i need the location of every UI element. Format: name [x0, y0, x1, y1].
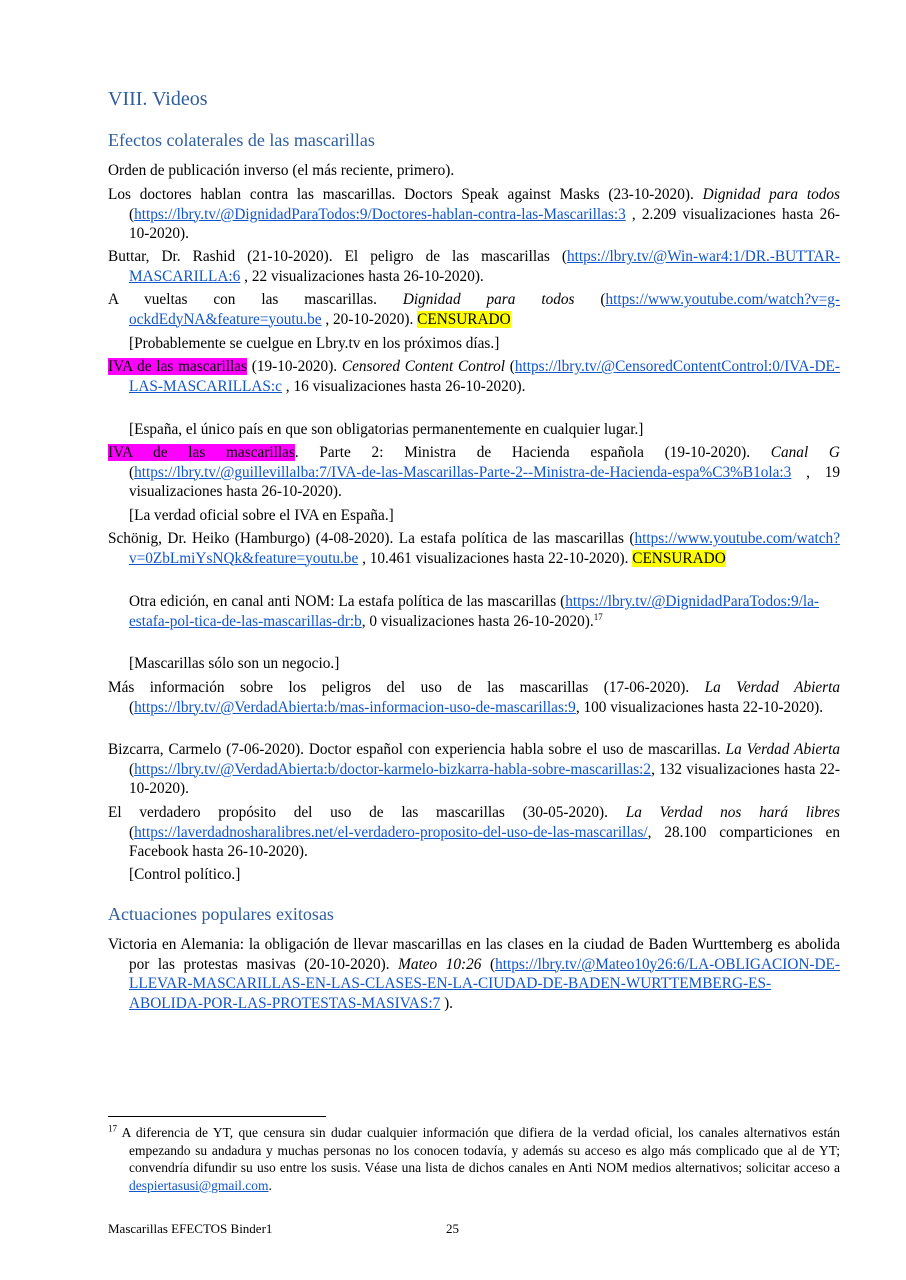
- video-entry: Bizcarra, Carmelo (7-06-2020). Doctor español con experiencia habla sobre el uso de mascarillas. La Verdad Abierta (https://lbry.tv/@VerdadAbierta:b/doctor-karmelo-bizkarra-habla-sobre-mascarillas:2, 132 visualizaciones hasta 22-10-2020).: [108, 741, 840, 798]
- entry-note: [Control político.]: [129, 866, 241, 883]
- entry-note: [Mascarillas sólo son un negocio.]: [129, 655, 340, 672]
- email-link[interactable]: despiertasusi@gmail.com: [129, 1177, 269, 1193]
- video-entry: Victoria en Alemania: la obligación de llevar mascarillas en las clases en la ciudad de Baden Wurttemberg es abolida por las protestas masivas (20-10-2020). Mateo 10:26 (https://lbry.tv/@Mateo10y26:6/LA-OBLIGACION-DE-LLEVAR-MASCARILLAS-EN-LAS-CLASES-EN-LA-CIUDAD-DE-BADEN-WURTTEMBERG-ES-ABOLIDA-POR-LAS-PROTESTAS-MASIVAS:7 ).: [108, 936, 840, 1012]
- video-link[interactable]: https://lbry.tv/@Win-war4:1/DR.-BUTTAR-MASCARILLA:6: [129, 248, 840, 285]
- highlighted-title: IVA de las mascarillas: [108, 444, 295, 461]
- intro-text: Orden de publicación inverso (el más reciente, primero).: [108, 162, 455, 179]
- video-link[interactable]: https://laverdadnosharalibres.net/el-verdadero-proposito-del-uso-de-las-mascarillas/: [134, 823, 648, 841]
- video-link[interactable]: https://lbry.tv/@DignidadParaTodos:9/Doctores-hablan-contra-las-Mascarillas:3: [134, 205, 626, 223]
- footnote: $^{17}$ A diferencia de YT, que censura sin dudar cualquier información que difiera de la verdad oficial, los canales alternativos están empezando su andadura y muchas personas no los conocen todavía, y además su acceso es algo más complicado que al de YT; convendría difundir su uso entre los susis. Véase una lista de dichos canales en Anti NOM medios alternativos; solicitar acceso a despiertasusi@gmail.com.: [108, 1123, 840, 1193]
- source-name: La Verdad Abierta: [704, 679, 840, 696]
- subsection-title-2: Actuaciones populares exitosas: [108, 904, 334, 924]
- source-name: Canal G: [770, 444, 840, 461]
- source-name: Mateo 10:26: [398, 955, 482, 973]
- video-entry: Más información sobre los peligros del uso de las mascarillas (17-06-2020). La Verdad Abierta (https://lbry.tv/@VerdadAbierta:b/mas-informacion-uso-de-mascarillas:9, 100 visualizaciones hasta 22-10-2020).: [108, 679, 840, 716]
- source-name: Dignidad para todos: [402, 291, 575, 308]
- video-entry: Los doctores hablan contra las mascarillas. Doctors Speak against Masks (23-10-2020). Dignidad para todos (https://lbry.tv/@DignidadParaTodos:9/Doctores-hablan-contra-las-Mascarillas:3 , 2.209 visualizaciones hasta 26-10-2020).: [108, 186, 840, 243]
- section-title: VIII. Videos: [108, 88, 208, 110]
- footnote-ref[interactable]: 17: [593, 611, 603, 622]
- censored-badge: CENSURADO: [632, 549, 726, 567]
- highlighted-title: IVA de las mascarillas: [108, 358, 247, 375]
- entry-note: [La verdad oficial sobre el IVA en España.]: [129, 507, 394, 524]
- footnote-number: 17: [108, 1123, 117, 1134]
- video-entry: IVA de las mascarillas (19-10-2020). Censored Content Control (https://lbry.tv/@CensoredContentControl:0/IVA-DE-LAS-MASCARILLAS:c , 16 visualizaciones hasta 26-10-2020).: [108, 358, 840, 395]
- video-entry: Schönig, Dr. Heiko (Hamburgo) (4-08-2020). La estafa política de las mascarillas (https://www.youtube.com/watch?v=0ZbLmiYsNQk&feature=youtu.be , 10.461 visualizaciones hasta 22-10-2020). CENSURADO: [108, 530, 840, 567]
- video-link[interactable]: https://lbry.tv/@Mateo10y26:6/LA-OBLIGACION-DE-LLEVAR-MASCARILLAS-EN-LAS-CLASES-EN-LA-CIUDAD-DE-BADEN-WURTTEMBERG-ES-ABOLIDA-POR-LAS-PROTESTAS-MASIVAS:7: [129, 955, 840, 1012]
- entry-note: [Probablemente se cuelgue en Lbry.tv en los próximos días.]: [129, 335, 500, 352]
- censored-badge: CENSURADO: [417, 310, 511, 328]
- subsection-title-1: Efectos colaterales de las mascarillas: [108, 130, 375, 150]
- source-name: Dignidad para todos: [702, 186, 840, 203]
- footnote-separator: [108, 1116, 326, 1117]
- video-link[interactable]: https://lbry.tv/@VerdadAbierta:b/doctor-karmelo-bizkarra-habla-sobre-mascarillas:2: [134, 760, 652, 778]
- entry-note: [España, el único país en que son obligatorias permanentemente en cualquier lugar.]: [129, 421, 644, 438]
- source-name: La Verdad Abierta: [725, 741, 840, 758]
- video-entry: Buttar, Dr. Rashid (21-10-2020). El peligro de las mascarillas (https://lbry.tv/@Win-war4:1/DR.-BUTTAR-MASCARILLA:6 , 22 visualizaciones hasta 26-10-2020).: [108, 248, 840, 285]
- page-number: 25: [446, 1221, 459, 1236]
- footer-doc-name: Mascarillas EFECTOS Binder1: [108, 1221, 273, 1236]
- video-link[interactable]: https://lbry.tv/@guillevillalba:7/IVA-de-las-Mascarillas-Parte-2--Ministra-de-Hacienda-espa%C3%B1ola:3: [134, 463, 792, 481]
- video-entry: A vueltas con las mascarillas. Dignidad para todos (https://www.youtube.com/watch?v=g-ockdEdyNA&feature=youtu.be , 20-10-2020). CENSURADO: [108, 291, 840, 328]
- source-name: La Verdad nos hará libres: [625, 804, 840, 821]
- video-entry: IVA de las mascarillas. Parte 2: Ministra de Hacienda española (19-10-2020). Canal G (https://lbry.tv/@guillevillalba:7/IVA-de-las-Mascarillas-Parte-2--Ministra-de-Hacienda-espa%C3%B1ola:3 , 19 visualizaciones hasta 26-10-2020).: [108, 444, 840, 501]
- video-entry: El verdadero propósito del uso de las mascarillas (30-05-2020). La Verdad nos hará libres (https://laverdadnosharalibres.net/el-verdadero-proposito-del-uso-de-las-mascarillas/, 28.100 comparticiones en Facebook hasta 26-10-2020).: [108, 804, 840, 861]
- video-link[interactable]: https://lbry.tv/@VerdadAbierta:b/mas-informacion-uso-de-mascarillas:9: [134, 698, 576, 716]
- source-name: Censored Content Control: [341, 358, 506, 375]
- entry-extra: Otra edición, en canal anti NOM: La estafa política de las mascarillas (https://lbry.tv/@DignidadParaTodos:9/la-estafa-pol-tica-de-las-mascarillas-dr:b, 0 visualizaciones hasta 26-10-2020).$^{17}$: [129, 593, 819, 630]
- video-link[interactable]: https://www.youtube.com/watch?v=0ZbLmiYsNQk&feature=youtu.be: [129, 530, 840, 567]
- video-link[interactable]: https://lbry.tv/@DignidadParaTodos:9/la-estafa-pol-tica-de-las-mascarillas-dr:b: [129, 593, 819, 630]
- video-link[interactable]: https://www.youtube.com/watch?v=g-ockdEdyNA&feature=youtu.be: [129, 291, 840, 328]
- video-link[interactable]: https://lbry.tv/@CensoredContentControl:0/IVA-DE-LAS-MASCARILLAS:c: [129, 358, 840, 395]
